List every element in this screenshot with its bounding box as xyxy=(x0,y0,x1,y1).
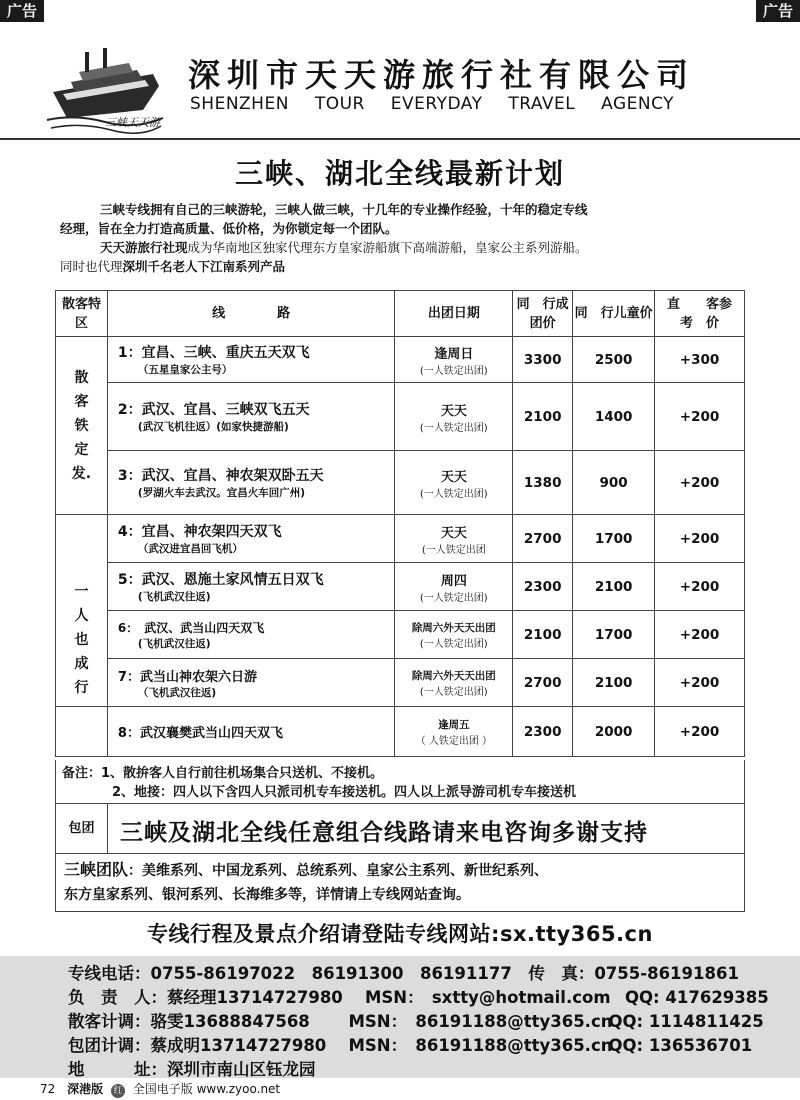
footer-site: 全国电子版 www.zyoo.net xyxy=(132,1082,281,1096)
intro-line-3: 天天游旅行社现成为华南地区独家代理东方皇家游船旗下高端游船，皇家公主系列游船。 xyxy=(100,240,588,255)
ad-tag-left: 广告 xyxy=(0,0,44,22)
notes-box xyxy=(55,760,745,804)
intro-line-2: 经理，旨在全力打造高质量、低价格，为你锁定每一个团队。 xyxy=(60,221,398,236)
contact-panel xyxy=(0,956,800,1078)
group-label: 包团 xyxy=(56,804,108,853)
routes-table xyxy=(55,290,745,757)
teams-line-2: 东方皇家系列、银河系列、长海维多等，详情请上专线网站查询。 xyxy=(64,887,470,903)
contact-charter: 包团计调：蔡成明13714727980 MSN： 86191188@tty365.cnQQ: 136536701 xyxy=(68,1036,753,1055)
table-row: 6： 武汉、武当山四天双飞 (飞机武汉往返) 除周六外天天出团 (一人铁定出团) 2100 1700 +200 xyxy=(56,611,745,659)
website-banner: 专线行程及景点介绍请登陆专线网站:sx.tty365.cn xyxy=(147,922,653,946)
table-row: 散客铁定发. 1：宜昌、三峡、重庆五天双飞 （五星皇家公主号） 逢周日 (一人铁定出团) 3300 2500 +300 xyxy=(56,337,745,383)
page-number: 72 xyxy=(40,1082,56,1096)
table-row: 8：武汉襄樊武当山四天双飞 逢周五 （ 人铁定出团 ） 2300 2000 +200 xyxy=(56,707,745,757)
edition-label: 深港版 xyxy=(67,1082,104,1096)
header xyxy=(0,22,800,140)
badge-icon: 红 xyxy=(111,1084,125,1098)
teams-line-1: 三峡团队：美维系列、中国龙系列、总统系列、皇家公主系列、新世纪系列、 xyxy=(64,860,549,879)
note-line-1: 备注：1、散拚客人自行前往机场集合只送机、不接机。 xyxy=(62,766,384,781)
table-row: 一人也成行 4：宜昌、神农架四天双飞 （武汉进宜昌回飞机） 天天 (一人铁定出团 2700 1700 +200 xyxy=(56,515,745,563)
contact-manager: 负 责 人：蔡经理13714727980 MSN： sxtty@hotmail.com QQ: 417629385 xyxy=(68,988,769,1007)
contact-individual: 散客计调：骆雯13688847568 MSN： 86191188@tty365.cnQQ: 1114811425 xyxy=(68,1012,764,1031)
header-peer-adult: 同 行成团价 xyxy=(513,291,573,337)
intro-text xyxy=(60,200,750,276)
table-row: 2：武汉、宜昌、三峡双飞五天 (武汉飞机往返）(如家快捷游船) 天天 (一人铁定出团) 2100 1400 +200 xyxy=(56,383,745,451)
header-side: 散客特区 xyxy=(56,291,108,337)
page-footer xyxy=(40,1080,280,1098)
table-header-row xyxy=(56,291,745,337)
header-peer-child: 同 行儿童价 xyxy=(573,291,655,337)
table-row: 5：武汉、恩施土家风情五日双飞 (飞机武汉往返) 周四 (一人铁定出团) 2300 2100 +200 xyxy=(56,563,745,611)
side-label-top: 散客铁定发. xyxy=(56,337,108,515)
ad-tag-right: 广告 xyxy=(756,0,800,22)
side-label-bottom: 一人也成行 xyxy=(56,515,108,707)
header-direct: 直 客参 考 价 xyxy=(655,291,745,337)
note-line-2: 2、地接：四人以下含四人只派司机专车接送机。四人以上派导游司机专车接送机 xyxy=(112,785,577,800)
logo-caption: 三峡天天游 xyxy=(105,116,160,129)
page-title: 三峡、湖北全线最新计划 xyxy=(234,157,565,190)
intro-line-1: 三峡专线拥有自己的三峡游轮，三峡人做三峡，十几年的专业操作经验，十年的稳定专线 xyxy=(100,202,588,217)
company-name-en: SHENZHEN TOUR EVERYDAY TRAVEL AGENCY xyxy=(190,94,675,114)
header-date: 出团日期 xyxy=(395,291,513,337)
group-text: 三峡及湖北全线任意组合线路请来电咨询多谢支持 xyxy=(120,820,648,846)
company-name-cn: 深圳市天天游旅行社有限公司 xyxy=(188,56,696,94)
table-row: 3：武汉、宜昌、神农架双卧五天 (罗湖火车去武汉。宜昌火车回广州) 天天 (一人铁定出团) 1380 900 +200 xyxy=(56,451,745,515)
contact-address: 地 址：深圳市南山区钰龙园 xyxy=(68,1060,316,1079)
teams-box xyxy=(55,854,745,912)
contact-hotline: 专线电话：0755-86197022 86191300 86191177 传 真：0755-86191861 xyxy=(68,964,739,983)
table-row: 7：武当山神农架六日游 （飞机武汉往返) 除周六外天天出团 (一人铁定出团) 2700 2100 +200 xyxy=(56,659,745,707)
header-route: 线 路 xyxy=(107,291,395,337)
group-tour-box xyxy=(55,804,745,854)
intro-line-4: 同时也代理深圳千名老人下江南系列产品 xyxy=(60,259,286,274)
